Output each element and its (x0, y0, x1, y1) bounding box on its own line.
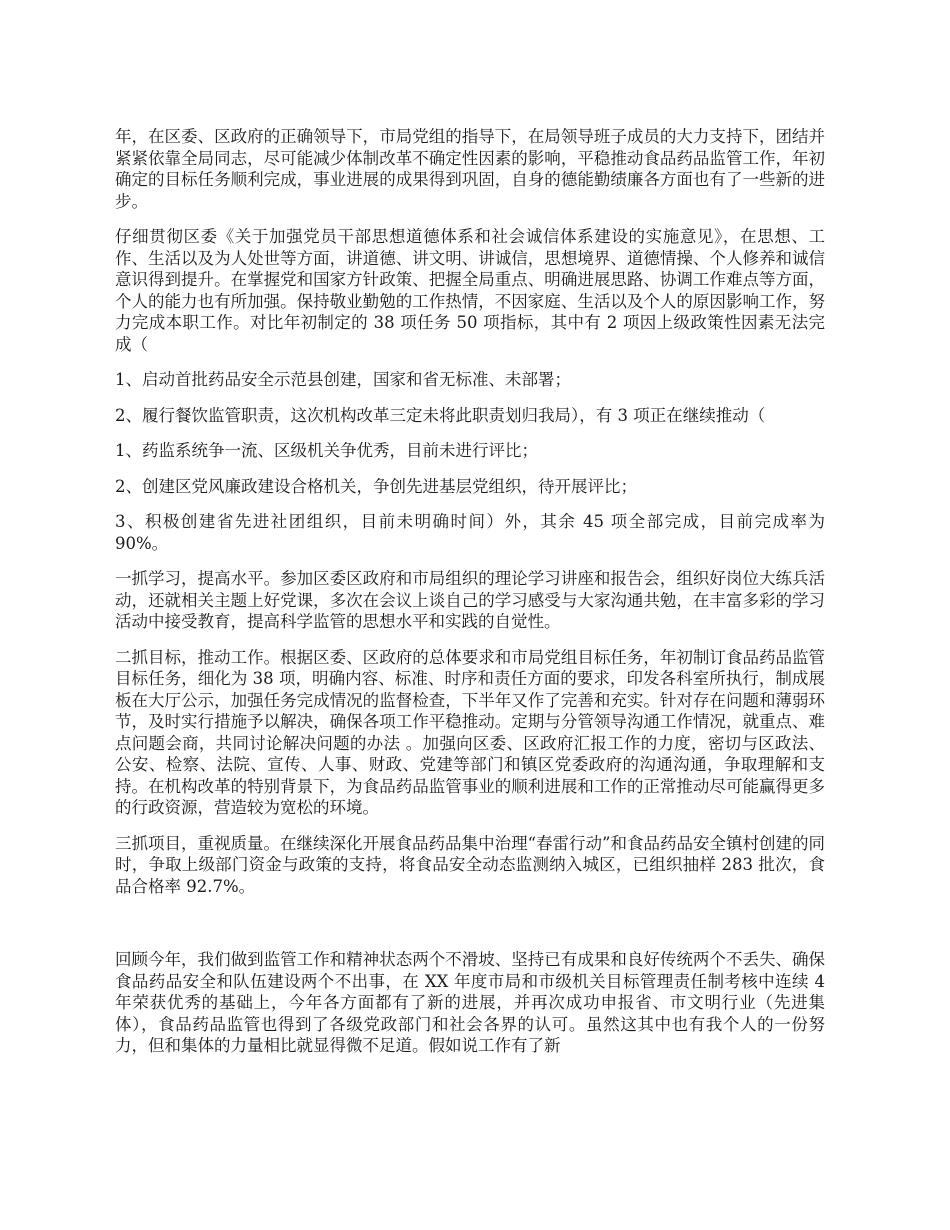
list-item-ongoing-2: 2、创建区党风廉政建设合格机关，争创先进基层党组织，待开展评比； (115, 476, 637, 496)
document-page (115, 126, 825, 1071)
paragraph-goals: 二抓目标，推动工作。根据区委、区政府的总体要求和市局党组目标任务，年初制订食品药品监管目标任务，细化为 38 项，明确内容、标准、时序和责任方面的要求，印发各科室所执行，制成展板在大厅公示，加强任务完成情况的监督检查，下半年又作了完善和充实。针对存在问题和薄弱环节，及时实行措施予以解决，确保各项工作平稳推动。定期与分管领导沟通工作情况，就重点、难点问题会商，共同讨论解决问题的办法 。加强向区委、区政府汇报工作的力度，密切与区政法、公安、检察、法院、宣传、人事、财政、党建等部门和镇区党委政府的沟通沟通，争取理解和支持。在机构改革的特别背景下，为食品药品监管事业的顺利进展和工作的正常推动尽可能赢得更多的行政资源，营造较为宽松的环境。 (115, 647, 825, 817)
list-item-ongoing-3: 3、积极创建省先进社团组织，目前未明确时间）外，其余 45 项全部完成，目前完成率为 90%。 (115, 512, 825, 553)
list-item-unfinished-1: 1、启动首批药品安全示范县创建，国家和省无标准、未部署； (115, 370, 571, 389)
paragraph-study: 一抓学习，提高水平。参加区委区政府和市局组织的理论学习讲座和报告会，组织好岗位大练兵活动，还就相关主题上好党课，多次在会议上谈自己的学习感受与大家沟通共勉，在丰富多彩的学习活动中接受教育，提高科学监管的思想水平和实践的自觉性。 (115, 569, 825, 631)
paragraph-intro: 年，在区委、区政府的正确领导下，市局党组的指导下，在局领导班子成员的大力支持下，团结并紧紧依靠全局同志，尽可能减少体制改革不确定性因素的影响，平稳推动食品药品监管工作，年初确定的目标任务顺利完成，事业进展的成果得到巩固，自身的德能勤绩廉各方面也有了一些新的进步。 (115, 127, 825, 211)
paragraph-ethics: 仔细贯彻区委《关于加强党员干部思想道德体系和社会诚信体系建设的实施意见》，在思想、工作、生活以及为人处世等方面，讲道德、讲文明、讲诚信，思想境界、道德情操、个人修养和诚信意识得到提升。在掌握党和国家方针政策、把握全局重点、明确进展思路、协调工作难点等方面，个人的能力也有所加强。保持敬业勤勉的工作热情，不因家庭、生活以及个人的原因影响工作，努力完成本职工作。对比年初制定的 38 项任务 50 项指标，其中有 2 项因上级政策性因素无法完成（ (115, 227, 825, 354)
list-item-ongoing-1: 1、药监系统争一流、区级机关争优秀，目前未进行评比； (115, 441, 538, 460)
paragraph-projects: 三抓项目，重视质量。在继续深化开展食品药品集中治理“春雷行动”和食品药品安全镇村创建的同时，争取上级部门资金与政策的支持，将食品安全动态监测纳入城区，已组织抽样 283 批次，食品合格率 92.7%。 (115, 833, 825, 896)
list-item-unfinished-2: 2、履行餐饮监管职责，这次机构改革三定未将此职责划归我局），有 3 项正在继续推动（ (115, 405, 766, 425)
paragraph-review: 回顾今年，我们做到监管工作和精神状态两个不滑坡、坚持已有成果和良好传统两个不丢失、确保食品药品安全和队伍建设两个不出事，在 XX 年度市局和市级机关目标管理责任制考核中连续 4 年荣获优秀的基础上，今年各方面都有了新的进展，并再次成功申报省、市文明行业（先进集体），食品药品监管也得到了各级党政部门和社会各界的认可。虽然这其中也有我个人的一份努力，但和集体的力量相比就显得微不足道。假如说工作有了新 (115, 950, 825, 1055)
